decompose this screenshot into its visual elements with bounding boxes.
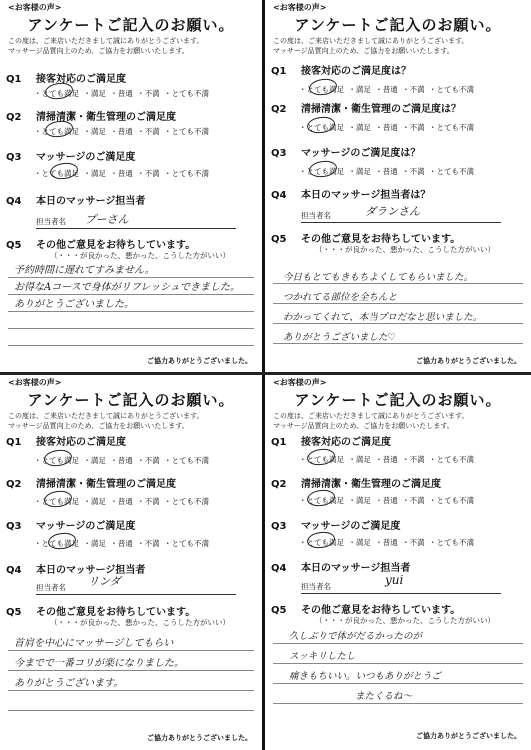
- q3-options: ・とても満足 ・満足 ・普通 ・不満 ・とても不満: [299, 167, 475, 176]
- q5-subtext: （・・・が良かった、悪かった、こうした方がいい）: [50, 618, 230, 627]
- question-label: 接客対応のご満足度: [301, 437, 391, 448]
- question-4: [271, 186, 430, 201]
- question-number: Q1: [271, 437, 287, 448]
- q5-subtext: （・・・が良かった、悪かった、こうした方がいい）: [50, 251, 230, 260]
- q3-options: ・とても満足 ・満足 ・普通 ・不満 ・とても不満: [34, 539, 210, 548]
- staff-name: リンダ: [88, 575, 121, 588]
- question-number: Q5: [271, 605, 287, 616]
- question-number: Q4: [271, 563, 287, 574]
- thanks-note: ご協力ありがとうございました。: [147, 357, 252, 365]
- question-label: 本日のマッサージ担当者: [301, 563, 411, 574]
- question-number: Q2: [6, 112, 22, 123]
- question-3: [271, 144, 420, 159]
- q2-options: ・とても満足 ・満足 ・普通 ・不満 ・とても不満: [299, 496, 475, 505]
- question-number: Q2: [6, 479, 22, 490]
- q1-options: ・とても満足 ・満足 ・普通 ・不満 ・とても不満: [299, 455, 475, 464]
- question-label: 接客対応のご満足度: [36, 74, 126, 85]
- intro-line-1: この度は、ご来店いただきまして誠にありがとうございます。: [273, 37, 469, 45]
- comment-line-text: 久しぶりで体がだるかったのが: [289, 631, 423, 642]
- question-5: [271, 601, 460, 616]
- question-label: その他ご意見をお待ちしています。: [301, 605, 461, 616]
- question-number: Q3: [271, 148, 287, 159]
- handwritten-comment: [289, 627, 441, 707]
- comment-line-text: 予約時間に遅れてすみません。: [14, 265, 155, 276]
- survey-form-top-right: [265, 0, 531, 372]
- intro-line-2: マッサージ品質向上のため、ご協力をお願いいたします。: [8, 47, 189, 55]
- question-number: Q4: [6, 565, 22, 576]
- form-title: アンケートご記入のお願い。: [294, 16, 502, 34]
- intro-line-1: この度は、ご来店いただきまして誠にありがとうございます。: [273, 412, 469, 420]
- comment-line: [8, 345, 254, 346]
- thanks-note: ご協力ありがとうございました。: [416, 732, 521, 740]
- comment-line-text: 痛きもちいい。いつもありがとうご: [289, 671, 442, 682]
- q5-subtext: （・・・が良かった、悪かった、こうした方がいい）: [315, 245, 495, 254]
- handwritten-comment: [14, 262, 240, 313]
- staff-underline: [36, 594, 236, 595]
- comment-line-text: スッキリしたし: [289, 651, 356, 662]
- staff-name: ダランさん: [365, 205, 420, 218]
- question-number: Q1: [6, 74, 22, 85]
- question-number: Q3: [6, 152, 22, 163]
- question-3: [6, 148, 135, 163]
- question-label: 接客対応のご満足度: [36, 437, 126, 448]
- q2-options: ・とても満足 ・満足 ・普通 ・不満 ・とても不満: [34, 127, 210, 136]
- thanks-note: ご協力ありがとうございました。: [416, 357, 521, 365]
- form-intro: [273, 36, 468, 56]
- form-intro: [8, 411, 203, 431]
- question-4: [271, 559, 410, 574]
- vertical-seam: [262, 0, 265, 750]
- comment-line-text: 今日もとてもきもちよくしてもらいました。: [283, 272, 474, 283]
- question-label: 清掃清潔・衛生管理のご満足度は？: [301, 104, 461, 115]
- comment-line-text: ありがとうございます。: [14, 678, 124, 689]
- staff-label: 担当者名: [36, 217, 66, 226]
- comment-line-text: 今までで一番コリが楽になりました。: [14, 658, 184, 669]
- form-title: アンケートご記入のお願い。: [27, 391, 235, 409]
- question-number: Q1: [6, 437, 22, 448]
- question-5: [6, 236, 195, 251]
- staff-label: 担当者名: [301, 582, 331, 591]
- question-4: [6, 192, 145, 207]
- form-intro: [8, 36, 203, 56]
- question-label: 本日のマッサージ担当者: [36, 196, 146, 207]
- question-3: [6, 517, 135, 532]
- horizontal-seam: [0, 372, 531, 375]
- comment-line-text: ありがとうございました♡: [283, 332, 397, 343]
- question-label: マッサージのご満足度: [301, 521, 401, 532]
- comment-line: [8, 710, 254, 711]
- staff-underline: [36, 228, 236, 229]
- question-number: Q2: [271, 104, 287, 115]
- question-label: 本日のマッサージ担当者は？: [301, 190, 431, 201]
- question-number: Q3: [6, 521, 22, 532]
- question-number: Q5: [6, 607, 22, 618]
- question-label: 清掃清潔・衛生管理のご満足度: [36, 479, 176, 490]
- survey-form-top-left: [0, 0, 262, 372]
- question-label: その他ご意見をお待ちしています。: [301, 234, 461, 245]
- form-title: アンケートご記入のお願い。: [27, 16, 235, 34]
- form-title: アンケートご記入のお願い。: [294, 391, 502, 409]
- question-label: マッサージのご満足度: [36, 152, 136, 163]
- form-tag: <お客様の声>: [8, 378, 62, 387]
- intro-line-2: マッサージ品質向上のため、ご協力をお願いいたします。: [273, 422, 454, 430]
- intro-line-2: マッサージ品質向上のため、ご協力をお願いいたします。: [8, 422, 189, 430]
- form-tag: <お客様の声>: [273, 378, 327, 387]
- question-5: [271, 230, 460, 245]
- q2-options: ・とても満足 ・満足 ・普通 ・不満 ・とても不満: [299, 123, 475, 132]
- question-label: 本日のマッサージ担当者: [36, 565, 146, 576]
- survey-form-bottom-right: [265, 375, 531, 750]
- q5-subtext: （・・・が良かった、悪かった、こうした方がいい）: [315, 616, 495, 625]
- staff-name: yui: [385, 573, 404, 587]
- intro-line-1: この度は、ご来店いただきまして誠にありがとうございます。: [8, 412, 204, 420]
- form-tag: <お客様の声>: [273, 3, 327, 12]
- staff-underline: [301, 593, 501, 594]
- question-2: [271, 100, 461, 115]
- question-1: [271, 62, 411, 77]
- question-number: Q5: [271, 234, 287, 245]
- question-number: Q5: [6, 240, 22, 251]
- question-label: その他ご意見をお待ちしています。: [36, 240, 196, 251]
- q3-options: ・とても満足 ・満足 ・普通 ・不満 ・とても不満: [34, 169, 210, 178]
- staff-name: プーさん: [85, 213, 129, 226]
- comment-line-text: お得なAコースで身体がリフレッシュできました。: [14, 282, 241, 293]
- q1-options: ・とても満足 ・満足 ・普通 ・不満 ・とても不満: [34, 89, 210, 98]
- question-label: マッサージのご満足度は？: [301, 148, 421, 159]
- comment-line-text: 首肩を中心にマッサージしてもらい: [14, 638, 174, 649]
- survey-form-bottom-left: [0, 375, 262, 750]
- staff-label: 担当者名: [36, 583, 66, 592]
- question-2: [271, 475, 441, 490]
- question-label: 接客対応のご満足度は？: [301, 66, 411, 77]
- handwritten-comment: [14, 634, 184, 694]
- q1-options: ・とても満足 ・満足 ・普通 ・不満 ・とても不満: [299, 85, 475, 94]
- handwritten-comment: [283, 268, 482, 348]
- question-number: Q2: [271, 479, 287, 490]
- comment-line: [8, 328, 254, 329]
- staff-label: 担当者名: [301, 211, 331, 220]
- question-number: Q4: [6, 196, 22, 207]
- q3-options: ・とても満足 ・満足 ・普通 ・不満 ・とても不満: [299, 538, 475, 547]
- intro-line-2: マッサージ品質向上のため、ご協力をお願いいたします。: [273, 47, 454, 55]
- form-tag: <お客様の声>: [8, 3, 62, 12]
- staff-underline: [301, 222, 501, 223]
- question-number: Q3: [271, 521, 287, 532]
- question-1: [6, 433, 126, 448]
- question-5: [6, 603, 195, 618]
- comment-line-text: つかれてる部位を全ちんと: [283, 292, 398, 303]
- question-2: [6, 475, 176, 490]
- comment-line-text: またくるね〜: [355, 691, 413, 702]
- q1-options: ・とても満足 ・満足 ・普通 ・不満 ・とても不満: [34, 456, 210, 465]
- thanks-note: ご協力ありがとうございました。: [147, 734, 252, 742]
- question-4: [6, 561, 145, 576]
- question-number: Q4: [271, 190, 287, 201]
- question-label: 清掃清潔・衛生管理のご満足度: [36, 112, 176, 123]
- question-label: マッサージのご満足度: [36, 521, 136, 532]
- question-number: Q1: [271, 66, 287, 77]
- question-2: [6, 108, 176, 123]
- question-3: [271, 517, 400, 532]
- q2-options: ・とても満足 ・満足 ・普通 ・不満 ・とても不満: [34, 497, 210, 506]
- intro-line-1: この度は、ご来店いただきまして誠にありがとうございます。: [8, 37, 204, 45]
- question-label: その他ご意見をお待ちしています。: [36, 607, 196, 618]
- comment-line-text: ありがとうございました。: [14, 299, 134, 310]
- question-1: [271, 433, 391, 448]
- form-intro: [273, 411, 468, 431]
- question-label: 清掃清潔・衛生管理のご満足度: [301, 479, 441, 490]
- comment-line-text: わかってくれて、本当プロだなと思いました。: [283, 312, 483, 323]
